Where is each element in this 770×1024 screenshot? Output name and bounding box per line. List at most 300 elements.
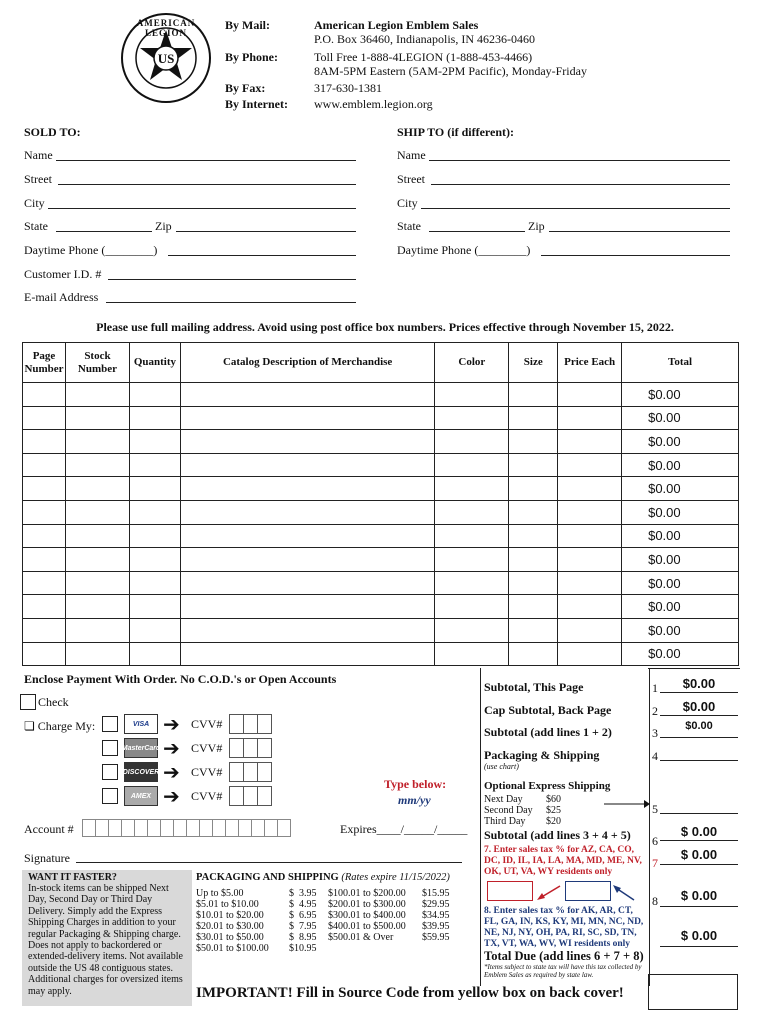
shipping-rate-cell: $15.95: [422, 888, 450, 899]
shipping-rate-cell: $20.01 to $30.00: [196, 921, 264, 932]
faster-box: [22, 870, 192, 1006]
order-cell[interactable]: [558, 548, 622, 572]
sold-phone-label: Daytime Phone (________): [24, 243, 158, 257]
cvv-digit-box[interactable]: [257, 786, 272, 806]
order-cell[interactable]: [180, 618, 435, 642]
order-cell[interactable]: [180, 524, 435, 548]
line-1-field[interactable]: [660, 692, 738, 693]
signature-field[interactable]: [76, 862, 462, 863]
table-row: [23, 524, 739, 548]
sold-state-field[interactable]: [56, 231, 152, 232]
order-cell[interactable]: [129, 453, 180, 477]
customer-id-label: Customer I.D. #: [24, 267, 102, 281]
source-code-box[interactable]: [648, 974, 738, 1010]
by-internet-value: www.emblem.legion.org: [314, 97, 433, 111]
order-cell[interactable]: [65, 571, 129, 595]
order-cell[interactable]: [509, 477, 558, 501]
second-day-label: Second Day: [484, 805, 533, 816]
table-row: [23, 571, 739, 595]
type-below-label: Type below:: [384, 777, 447, 791]
arrow-right-icon: ➔: [163, 762, 180, 784]
line-6-value: $ 0.00: [680, 824, 718, 839]
order-cell[interactable]: [180, 595, 435, 619]
sold-name-field[interactable]: [56, 160, 356, 161]
shipping-rate-cell: $400.01 to $500.00: [328, 921, 406, 932]
table-row: [23, 383, 739, 407]
card-checkbox-amex[interactable]: [102, 788, 118, 804]
table-header-price-each: Price Each: [558, 343, 622, 383]
order-cell[interactable]: [435, 524, 509, 548]
express-options: [484, 794, 561, 827]
table-body: [23, 383, 739, 666]
cvv-digit-box[interactable]: [243, 714, 258, 734]
account-digit-box[interactable]: [264, 819, 278, 837]
sold-city-label: City: [24, 196, 45, 210]
line-8-value: $ 0.00: [680, 888, 718, 903]
table-header-page-number: Page Number: [23, 343, 66, 383]
card-checkbox-visa[interactable]: [102, 716, 118, 732]
line-7-value: $ 0.00: [680, 847, 718, 862]
table-header-total: Total: [622, 343, 739, 383]
order-cell[interactable]: [23, 500, 66, 524]
shipping-rate-cell: $ 3.95: [289, 888, 317, 899]
order-cell[interactable]: [65, 477, 129, 501]
customer-id-field[interactable]: [108, 279, 356, 280]
order-cell[interactable]: [509, 500, 558, 524]
order-cell[interactable]: [180, 477, 435, 501]
shipping-rate-cell: $34.95: [422, 910, 450, 921]
order-cell[interactable]: [558, 430, 622, 454]
order-cell[interactable]: [65, 453, 129, 477]
ship-zip-field[interactable]: [549, 231, 730, 232]
arrow-right-icon: ➔: [163, 738, 180, 760]
account-digit-box[interactable]: [173, 819, 187, 837]
blue-pointer-arrow-icon: [612, 884, 638, 902]
order-cell[interactable]: [180, 571, 435, 595]
account-digit-box[interactable]: [95, 819, 109, 837]
line-5-field[interactable]: [660, 813, 738, 814]
order-cell[interactable]: [129, 618, 180, 642]
table-row: [23, 453, 739, 477]
order-cell[interactable]: [23, 618, 66, 642]
order-cell[interactable]: [23, 642, 66, 666]
svg-text:US: US: [157, 51, 175, 66]
order-cell[interactable]: [180, 406, 435, 430]
sold-to-title: SOLD TO:: [24, 125, 81, 139]
sold-phone-field[interactable]: [168, 255, 356, 256]
shipping-title-wrap: [196, 872, 450, 883]
subtotal-12-label: Subtotal (add lines 1 + 2): [484, 725, 612, 739]
row-total-cell: $0.00: [622, 453, 739, 477]
tax8-rate-field[interactable]: [565, 881, 611, 901]
use-chart-label: (use chart): [484, 762, 519, 771]
order-cell[interactable]: [129, 430, 180, 454]
account-digit-box[interactable]: [277, 819, 291, 837]
cvv-field[interactable]: [229, 738, 271, 762]
account-label: Account #: [24, 822, 74, 836]
order-cell[interactable]: [129, 383, 180, 407]
tax-footnote: *Items subject to state tax will have this tax collected by Emblem Sales as required by state law.: [484, 963, 642, 979]
line-8-field[interactable]: [660, 906, 738, 907]
subtotal-page-label: Subtotal, This Page: [484, 680, 584, 694]
account-digit-box[interactable]: [134, 819, 148, 837]
cvv-digit-box[interactable]: [257, 762, 272, 782]
account-digit-box[interactable]: [160, 819, 174, 837]
account-digit-box[interactable]: [147, 819, 161, 837]
total-due-field[interactable]: [660, 946, 738, 947]
order-cell[interactable]: [180, 383, 435, 407]
shipping-title: PACKAGING AND SHIPPING: [196, 872, 339, 883]
order-cell[interactable]: [509, 430, 558, 454]
line-2-value: $0.00: [682, 699, 716, 714]
line-7-field[interactable]: [660, 864, 738, 865]
order-cell[interactable]: [129, 595, 180, 619]
order-cell[interactable]: [435, 453, 509, 477]
faster-title: WANT IT FASTER?: [28, 872, 117, 883]
order-cell[interactable]: [23, 430, 66, 454]
row-total-cell: $0.00: [622, 500, 739, 524]
shipping-rate-cell: $5.01 to $10.00: [196, 899, 259, 910]
arrow-right-icon: ➔: [163, 786, 180, 808]
order-cell[interactable]: [180, 642, 435, 666]
order-cell[interactable]: [435, 595, 509, 619]
table-row: [23, 618, 739, 642]
order-cell[interactable]: [23, 383, 66, 407]
cvv-digit-box[interactable]: [229, 762, 244, 782]
order-cell[interactable]: [65, 618, 129, 642]
cvv-field[interactable]: [229, 786, 271, 810]
ship-zip-label: Zip: [528, 219, 545, 233]
order-cell[interactable]: [129, 571, 180, 595]
order-cell[interactable]: [558, 642, 622, 666]
order-cell[interactable]: [509, 383, 558, 407]
shipping-rate-cell: Up to $5.00: [196, 888, 244, 899]
account-digit-box[interactable]: [186, 819, 200, 837]
order-cell[interactable]: [435, 618, 509, 642]
third-day-price: $20: [546, 816, 561, 827]
logo-text: AMERICAN LEGION: [136, 18, 196, 38]
line-num-1: 1: [652, 681, 658, 695]
table-header-stock-number: Stock Number: [65, 343, 129, 383]
card-logo-amex-icon: AMEX: [124, 786, 158, 806]
address-notice: Please use full mailing address. Avoid using post office box numbers. Prices effective through November 15, 2022.: [96, 320, 674, 334]
order-cell[interactable]: [23, 571, 66, 595]
account-digit-box[interactable]: [225, 819, 239, 837]
order-cell[interactable]: [509, 618, 558, 642]
tax8-instruction: 8. Enter sales tax % for AK, AR, CT, FL, GA, IN, KS, KY, MI, MN, NC, ND, NE, NJ, NY, OH, PA, RI, SC, SD, TN, TX, VT, WA, WV, WI residents only: [484, 906, 644, 949]
order-cell[interactable]: [509, 595, 558, 619]
check-label: Check: [38, 695, 69, 709]
cvv-digit-box[interactable]: [243, 762, 258, 782]
by-fax-label: By Fax:: [225, 81, 266, 95]
faster-text: In-stock items can be shipped Next Day, Second Day or Third Day Delivery. Simply add the Express Shipping Charges in addition to your regular Packaging & Shipping charge. Does not apply to backordered or extended-delivery items. Not available outside the US 48 contiguous states. Additional charges for oversized items may apply.: [28, 883, 183, 997]
shipping-rate-cell: $ 6.95: [289, 910, 317, 921]
order-cell[interactable]: [129, 642, 180, 666]
order-cell[interactable]: [509, 642, 558, 666]
total-due-value: $ 0.00: [680, 928, 718, 943]
line-num-5: 5: [652, 802, 658, 816]
order-cell[interactable]: [129, 500, 180, 524]
order-cell[interactable]: [23, 477, 66, 501]
table-header-catalog-description-of-merchandise: Catalog Description of Merchandise: [180, 343, 435, 383]
order-cell[interactable]: [129, 548, 180, 572]
sold-name-label: Name: [24, 148, 53, 162]
ship-phone-field[interactable]: [541, 255, 730, 256]
order-cell[interactable]: [509, 453, 558, 477]
order-cell[interactable]: [65, 524, 129, 548]
charge-my-label: ❏ Charge My:: [24, 719, 96, 733]
by-phone-line2: 8AM-5PM Eastern (5AM-2PM Pacific), Monday-Friday: [314, 64, 587, 78]
shipping-rate-cell: $200.01 to $300.00: [328, 899, 406, 910]
account-number-field[interactable]: [82, 819, 290, 841]
ship-street-label: Street: [397, 172, 425, 186]
cvv-digit-box[interactable]: [229, 786, 244, 806]
table-row: [23, 595, 739, 619]
order-cell[interactable]: [23, 406, 66, 430]
order-cell[interactable]: [65, 500, 129, 524]
order-cell[interactable]: [509, 406, 558, 430]
line-3-field[interactable]: [660, 737, 738, 738]
sold-city-field[interactable]: [48, 208, 356, 209]
by-fax-value: 317-630-1381: [314, 81, 382, 95]
account-digit-box[interactable]: [108, 819, 122, 837]
next-day-price: $60: [546, 794, 561, 805]
order-cell[interactable]: [435, 500, 509, 524]
order-table: [22, 342, 739, 666]
by-internet-label: By Internet:: [225, 97, 288, 111]
row-total-cell: $0.00: [622, 571, 739, 595]
order-cell[interactable]: [558, 477, 622, 501]
order-cell[interactable]: [129, 524, 180, 548]
shipping-rate-cell: $29.95: [422, 899, 450, 910]
order-cell[interactable]: [558, 383, 622, 407]
order-cell[interactable]: [558, 571, 622, 595]
account-digit-box[interactable]: [82, 819, 96, 837]
ship-name-label: Name: [397, 148, 426, 162]
sold-zip-field[interactable]: [176, 231, 356, 232]
shipping-rate-cell: $50.01 to $100.00: [196, 943, 269, 954]
subtotal-345-label: Subtotal (add lines 3 + 4 + 5): [484, 828, 631, 842]
email-label: E-mail Address: [24, 290, 99, 304]
shipping-prices-low: [289, 888, 325, 954]
cvv-label: CVV#: [191, 741, 223, 755]
shipping-rate-cell: $10.01 to $20.00: [196, 910, 264, 921]
by-phone-line1: Toll Free 1-888-4LEGION (1-888-453-4466): [314, 50, 533, 64]
order-cell[interactable]: [435, 430, 509, 454]
table-header-row: [23, 343, 739, 383]
cvv-label: CVV#: [191, 789, 223, 803]
shipping-rate-cell: $ 4.95: [289, 899, 317, 910]
account-digit-box[interactable]: [251, 819, 265, 837]
card-logo-discover-icon: DISCOVER: [124, 762, 158, 782]
line-1-value: $0.00: [682, 676, 716, 691]
table-row: [23, 642, 739, 666]
sold-street-label: Street: [24, 172, 52, 186]
important-notice: IMPORTANT! Fill in Source Code from yellow box on back cover!: [196, 985, 624, 1001]
order-cell[interactable]: [23, 595, 66, 619]
cvv-digit-box[interactable]: [257, 738, 272, 758]
order-cell[interactable]: [558, 524, 622, 548]
mmyy-label: mm/yy: [398, 793, 431, 807]
order-cell[interactable]: [23, 548, 66, 572]
second-day-price: $25: [546, 805, 561, 816]
by-mail-label: By Mail:: [225, 18, 270, 32]
order-cell[interactable]: [558, 595, 622, 619]
shipping-rate-cell: $100.01 to $200.00: [328, 888, 406, 899]
cvv-digit-box[interactable]: [229, 738, 244, 758]
card-checkbox-discover[interactable]: [102, 764, 118, 780]
order-cell[interactable]: [435, 477, 509, 501]
order-cell[interactable]: [558, 618, 622, 642]
row-total-cell: $0.00: [622, 618, 739, 642]
account-digit-box[interactable]: [212, 819, 226, 837]
table-header-color: Color: [435, 343, 509, 383]
order-cell[interactable]: [65, 548, 129, 572]
arrow-right-icon: ➔: [163, 714, 180, 736]
row-total-cell: $0.00: [622, 406, 739, 430]
cvv-label: CVV#: [191, 717, 223, 731]
table-row: [23, 548, 739, 572]
cvv-digit-box[interactable]: [257, 714, 272, 734]
row-total-cell: $0.00: [622, 595, 739, 619]
order-cell[interactable]: [180, 430, 435, 454]
payment-title: Enclose Payment With Order. No C.O.D.'s or Open Accounts: [24, 672, 337, 686]
ship-state-field[interactable]: [429, 231, 525, 232]
order-cell[interactable]: [180, 500, 435, 524]
shipping-rate-cell: $10.95: [289, 943, 317, 954]
ship-street-field[interactable]: [431, 184, 730, 185]
shipping-note: (Rates expire 11/15/2022): [341, 872, 450, 883]
cvv-digit-box[interactable]: [229, 714, 244, 734]
line-num-2: 2: [652, 704, 658, 718]
order-cell[interactable]: [435, 548, 509, 572]
sold-street-field[interactable]: [58, 184, 356, 185]
row-total-cell: $0.00: [622, 642, 739, 666]
order-cell[interactable]: [129, 477, 180, 501]
row-total-cell: $0.00: [622, 548, 739, 572]
shipping-rate-cell: $30.01 to $50.00: [196, 932, 264, 943]
line-6-field[interactable]: [660, 840, 738, 841]
check-checkbox[interactable]: [20, 694, 36, 710]
line-num-8: 8: [652, 894, 658, 908]
cvv-field[interactable]: [229, 762, 271, 786]
order-cell[interactable]: [435, 571, 509, 595]
order-cell[interactable]: [65, 383, 129, 407]
ship-name-field[interactable]: [429, 160, 730, 161]
line-4-field[interactable]: [660, 760, 738, 761]
order-cell[interactable]: [509, 548, 558, 572]
tax7-rate-field[interactable]: [487, 881, 533, 901]
optional-express-label: Optional Express Shipping: [484, 780, 611, 792]
line-num-6: 6: [652, 834, 658, 848]
ship-to-title: SHIP TO (if different):: [397, 125, 514, 139]
table-row: [23, 477, 739, 501]
cvv-field[interactable]: [229, 714, 271, 738]
cvv-digit-box[interactable]: [243, 738, 258, 758]
order-cell[interactable]: [558, 406, 622, 430]
row-total-cell: $0.00: [622, 383, 739, 407]
order-cell[interactable]: [65, 595, 129, 619]
order-cell[interactable]: [558, 453, 622, 477]
order-cell[interactable]: [180, 548, 435, 572]
cvv-digit-box[interactable]: [243, 786, 258, 806]
table-header-quantity: Quantity: [129, 343, 180, 383]
shipping-rate-cell: $ 8.95: [289, 932, 317, 943]
red-pointer-arrow-icon: [536, 884, 562, 902]
shipping-rate-cell: $39.95: [422, 921, 450, 932]
order-cell[interactable]: [558, 500, 622, 524]
table-header-size: Size: [509, 343, 558, 383]
order-cell[interactable]: [435, 642, 509, 666]
total-due-label: Total Due (add lines 6 + 7 + 8): [484, 949, 644, 963]
order-cell[interactable]: [65, 406, 129, 430]
order-cell[interactable]: [435, 383, 509, 407]
by-phone-label: By Phone:: [225, 50, 279, 64]
next-day-label: Next Day: [484, 794, 523, 805]
third-day-label: Third Day: [484, 816, 526, 827]
order-cell[interactable]: [180, 453, 435, 477]
order-cell[interactable]: [129, 406, 180, 430]
order-cell[interactable]: [65, 430, 129, 454]
card-logo-visa-icon: VISA: [124, 714, 158, 734]
order-cell[interactable]: [509, 524, 558, 548]
card-logo-mastercard-icon: MasterCard: [124, 738, 158, 758]
shipping-ranges-low: [196, 888, 286, 954]
account-digit-box[interactable]: [199, 819, 213, 837]
table-row: [23, 406, 739, 430]
card-checkbox-mastercard[interactable]: [102, 740, 118, 756]
row-total-cell: $0.00: [622, 477, 739, 501]
table-row: [23, 500, 739, 524]
line-3-value: $0.00: [685, 720, 713, 732]
by-mail-line2: P.O. Box 36460, Indianapolis, IN 46236-0460: [314, 32, 535, 46]
tax7-instruction: 7. Enter sales tax % for AZ, CA, CO, DC, ID, IL, IA, LA, MA, MD, ME, NV, OK, UT, VA, WY residents only: [484, 845, 642, 877]
ship-phone-label: Daytime Phone (________): [397, 243, 531, 257]
expires-field[interactable]: Expires____/_____/_____: [340, 822, 468, 836]
ship-state-label: State: [397, 219, 421, 233]
shipping-prices-high: [422, 888, 462, 943]
cap-subtotal-label: Cap Subtotal, Back Page: [484, 703, 612, 717]
email-field[interactable]: [106, 302, 356, 303]
arrow-right-icon: [604, 796, 650, 812]
order-cell[interactable]: [65, 642, 129, 666]
by-mail-line1: American Legion Emblem Sales: [314, 18, 479, 32]
line-2-field[interactable]: [660, 715, 738, 716]
ship-city-field[interactable]: [421, 208, 730, 209]
shipping-rate-cell: $300.01 to $400.00: [328, 910, 406, 921]
line-num-7: 7: [652, 856, 658, 870]
packaging-label: Packaging & Shipping: [484, 748, 600, 762]
shipping-rate-cell: $ 7.95: [289, 921, 317, 932]
order-cell[interactable]: [509, 571, 558, 595]
row-total-cell: $0.00: [622, 430, 739, 454]
summary-top-rule: [648, 668, 740, 669]
row-total-cell: $0.00: [622, 524, 739, 548]
sold-zip-label: Zip: [155, 219, 172, 233]
order-cell[interactable]: [435, 406, 509, 430]
order-cell[interactable]: [23, 453, 66, 477]
shipping-rate-cell: $500.01 & Over: [328, 932, 394, 943]
account-digit-box[interactable]: [121, 819, 135, 837]
line-num-4: 4: [652, 749, 658, 763]
shipping-ranges-high: [328, 888, 420, 943]
table-row: [23, 430, 739, 454]
signature-label: Signature: [24, 851, 70, 865]
sold-state-label: State: [24, 219, 48, 233]
order-cell[interactable]: [23, 524, 66, 548]
account-digit-box[interactable]: [238, 819, 252, 837]
cvv-label: CVV#: [191, 765, 223, 779]
